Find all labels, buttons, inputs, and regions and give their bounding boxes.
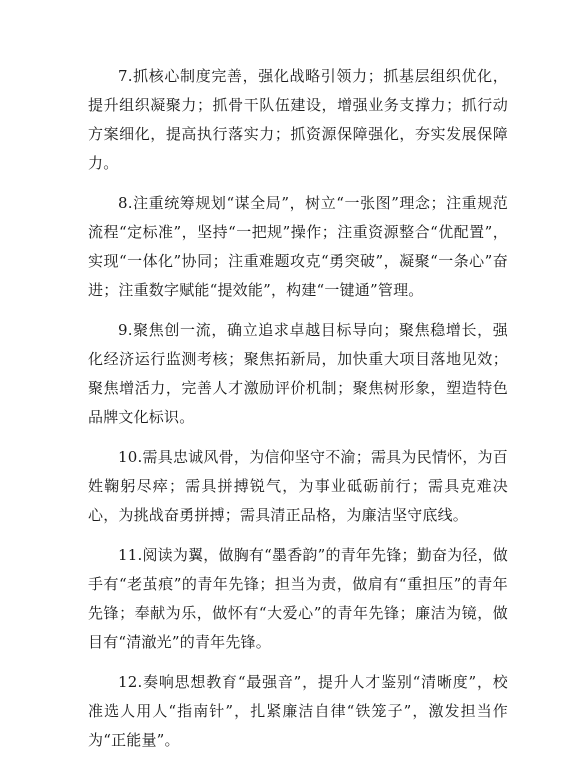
paragraph-7: 7.抓核心制度完善，强化战略引领力；抓基层组织优化，提升组织凝聚力；抓骨干队伍建设，增强业务支撑力；抓行动方案细化，提高执行落实力；抓资源保障强化，夯实发展保障力。 (88, 67, 508, 172)
document-body (88, 62, 508, 766)
paragraph-9: 9.聚焦创一流，确立追求卓越目标导向；聚焦稳增长，强化经济运行监测考核；聚焦拓新局，加快重大项目落地见效；聚焦增活力，完善人才激励评价机制；聚焦树形象，塑造特色品牌文化标识。 (88, 321, 508, 426)
paragraph-12: 12.奏响思想教育“最强音”，提升人才鉴别“清晰度”，校准选人用人“指南针”，扎紧廉洁自律“铁笼子”，激发担当作为“正能量”。 (88, 673, 508, 749)
paragraph-11: 11.阅读为翼，做胸有“墨香韵”的青年先锋；勤奋为径，做手有“老茧痕”的青年先锋；担当为责，做肩有“重担压”的青年先锋；奉献为乐，做怀有“大爱心”的青年先锋；廉洁为镜，做目有“清澈光”的青年先锋。 (88, 546, 508, 651)
paragraph-8: 8.注重统筹规划“谋全局”，树立“一张图”理念；注重规范流程“定标准”，坚持“一把规”操作；注重资源整合“优配置”，实现“一体化”协同；注重难题攻克“勇突破”，凝聚“一条心”奋进；注重数字赋能“提效能”，构建“一键通”管理。 (88, 194, 508, 299)
paragraph-10: 10.需具忠诚风骨，为信仰坚守不渝；需具为民情怀，为百姓鞠躬尽瘁；需具拼搏锐气，为事业砥砺前行；需具克难决心，为挑战奋勇拼搏；需具清正品格，为廉洁坚守底线。 (88, 448, 508, 524)
